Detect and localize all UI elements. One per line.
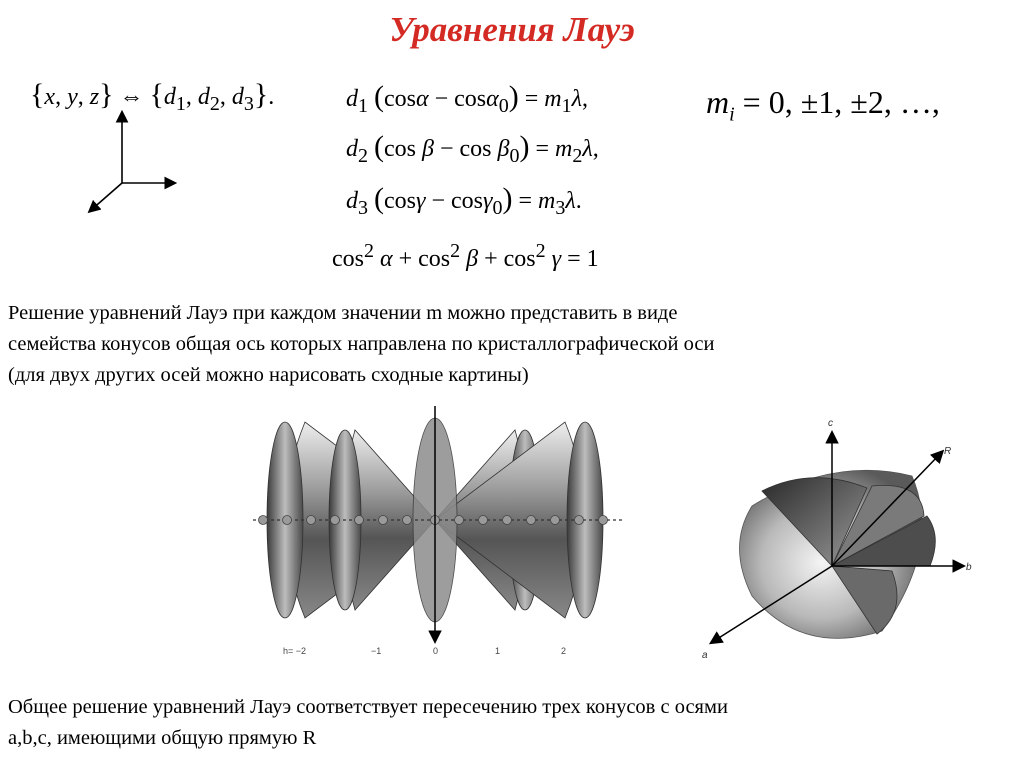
three-cones-figure: [692, 396, 998, 664]
laue-equation-1: $d_1$ $(\cos\alpha - \cos\alpha_0) = m_1\lambda$,: [346, 80, 589, 117]
m-values: $m_i = 0$, ±1, ±2, …,: [706, 84, 940, 126]
coordinate-axes-icon: [80, 105, 180, 220]
h-label: h= −2: [283, 646, 307, 656]
paragraph-line: семейства конусов общая ось которых направлена по кристаллографической оси: [8, 333, 715, 355]
axis-label-a: a: [702, 650, 708, 661]
paragraph-line: a,b,c, имеющими общую прямую R: [8, 727, 317, 749]
axis-label-b: b: [966, 562, 972, 573]
axis-label-r: R: [944, 446, 952, 457]
cosine-identity: $\cos^2 \alpha + \cos^2 \beta + \cos^2 \gamma = 1$: [332, 240, 599, 272]
axis-label-c: c: [828, 418, 833, 429]
paragraph-cones: [8, 298, 1018, 391]
paragraph-line: Общее решение уравнений Лауэ соответствует пересечению трех конусов с осями: [8, 696, 728, 718]
laue-equation-3: $d_3$ $(\cos\gamma - \cos\gamma_0) = m_3\lambda$.: [346, 182, 582, 219]
paragraph-line: (для двух других осей можно нарисовать сходные картины): [8, 364, 529, 386]
h-tick-label: −1: [371, 646, 382, 656]
equation-sets: {x, y, z} ⇔ {$d_1$, $d_2$, $d_3$}.: [30, 78, 275, 115]
atom-chain: [259, 516, 608, 525]
page-title: Уравнения Лауэ: [389, 10, 635, 49]
h-tick-label: 1: [495, 646, 501, 656]
laue-equation-2: $d_2$ (cos $\beta - \cos \beta_0) = m_2\lambda$,: [346, 130, 599, 167]
paragraph-general-solution: [8, 692, 1018, 754]
paragraph-line: Решение уравнений Лауэ при каждом значении m можно представить в виде: [8, 302, 678, 324]
h-tick-label: 2: [561, 646, 567, 656]
cone-family-figure: [245, 400, 630, 662]
h-tick-label: 0: [433, 646, 439, 656]
